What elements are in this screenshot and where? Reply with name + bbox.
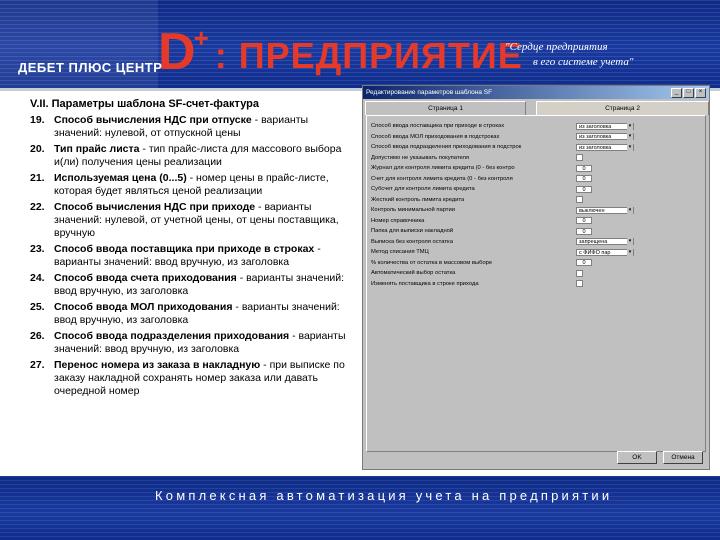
slide-header <box>0 0 720 88</box>
slogan-line-1: "Сердце предприятия <box>505 41 608 53</box>
item-description: - при выписке по заказу накладной сохранять номер заказа или давать очередной номер <box>54 359 345 397</box>
parameter-list <box>30 98 352 401</box>
setting-number-field[interactable]: 0 <box>576 228 592 235</box>
settings-panel <box>366 115 706 452</box>
tab-page-1[interactable]: Страница 1 <box>365 101 526 115</box>
setting-label: Жесткий контроль лимита кредита <box>371 196 465 203</box>
logo-text: : ПРЕДПРИЯТИЕ <box>214 35 523 76</box>
setting-number-field[interactable]: 0 <box>576 175 592 182</box>
item-number: 20. <box>30 143 45 155</box>
dialog-buttons <box>617 451 703 464</box>
item-number: 22. <box>30 201 45 213</box>
settings-row <box>371 227 701 235</box>
list-item <box>30 272 352 298</box>
slide-footer <box>0 476 720 540</box>
setting-label: Допустимо не указывать покупателя <box>371 154 470 161</box>
item-number: 23. <box>30 243 45 255</box>
maximize-button[interactable]: □ <box>683 88 694 98</box>
dialog-title: Редактирование параметров шаблона SF <box>366 89 493 96</box>
footer-texture <box>0 476 720 540</box>
item-text <box>54 243 352 269</box>
setting-checkbox[interactable] <box>576 270 583 277</box>
item-text <box>54 143 352 169</box>
settings-row <box>371 217 701 225</box>
item-param-name: Способ ввода подразделения приходования <box>54 330 290 342</box>
settings-row <box>371 154 701 162</box>
setting-dropdown[interactable]: выключен ▾ <box>576 207 634 214</box>
settings-row <box>371 185 701 193</box>
list-item <box>30 114 352 140</box>
item-param-name: Способ вычисления НДС при приходе <box>54 201 256 213</box>
settings-row <box>371 248 701 256</box>
items-list <box>30 114 352 398</box>
logo-mark: D <box>158 23 196 81</box>
setting-label: Счет для контроля лимита кредита (0 - без контроля <box>371 175 513 182</box>
item-description: - варианты значений: нулевой, от отпускной цены <box>54 114 309 139</box>
settings-row <box>371 269 701 277</box>
dialog-tabs <box>363 101 709 115</box>
close-button[interactable]: × <box>695 88 706 98</box>
settings-row <box>371 259 701 267</box>
setting-label: Субсчет для контроля лимита кредита <box>371 186 475 192</box>
setting-label: Способ ввода поставщика при приходе в строках <box>371 123 505 129</box>
item-description: - варианты значений: ввод вручную, из заголовка <box>54 272 345 297</box>
item-text <box>54 272 352 298</box>
setting-label: Номер справочника <box>371 217 425 224</box>
item-number: 24. <box>30 272 45 284</box>
setting-label: Журнал для контроля лимита кредита (0 - без контро <box>371 165 515 171</box>
item-param-name: Способ ввода счета приходования <box>54 272 237 284</box>
setting-label: Способ ввода подразделения приходования в подстрок <box>371 144 522 150</box>
item-param-name: Перенос номера из заказа в накладную <box>54 359 261 371</box>
slogan <box>505 40 633 70</box>
settings-row <box>371 164 701 172</box>
list-item <box>30 143 352 169</box>
item-text <box>54 201 352 240</box>
list-item <box>30 172 352 198</box>
setting-label: Способ ввода МОЛ приходования в подстроках <box>371 133 500 140</box>
setting-dropdown[interactable]: из заголовка ▾ <box>576 133 634 140</box>
list-item <box>30 359 352 398</box>
setting-number-field[interactable]: 0 <box>576 259 592 266</box>
item-param-name: Способ ввода поставщика при приходе в строках <box>54 243 315 255</box>
section-title: V.II. Параметры шаблона SF-счет-фактура <box>30 98 260 110</box>
tab-page-2[interactable]: Страница 2 <box>536 101 709 115</box>
item-param-name: Используемая цена (0...5) <box>54 172 187 184</box>
item-number: 27. <box>30 359 45 371</box>
ok-button[interactable]: OK <box>617 451 657 464</box>
item-description: - варианты значений: ввод вручную, из заголовка <box>54 301 340 326</box>
settings-row <box>371 238 701 246</box>
item-param-name: Тип прайс листа <box>54 143 140 155</box>
minimize-button[interactable]: _ <box>671 88 682 98</box>
setting-label: Выписка без контроля остатка <box>371 238 453 245</box>
settings-row <box>371 206 701 214</box>
setting-label: Контроль минимальной партии <box>371 207 455 213</box>
item-text <box>54 330 352 356</box>
settings-row <box>371 196 701 204</box>
item-number: 21. <box>30 172 45 184</box>
item-description: - варианты значений: ввод вручную, из заголовка <box>54 243 321 268</box>
setting-number-field[interactable]: 0 <box>576 165 592 172</box>
settings-row <box>371 280 701 288</box>
item-number: 25. <box>30 301 45 313</box>
item-text <box>54 172 352 198</box>
settings-row <box>371 143 701 151</box>
item-description: - варианты значений: ввод вручную, из заголовка <box>54 330 346 355</box>
item-param-name: Способ ввода МОЛ приходования <box>54 301 233 313</box>
setting-number-field[interactable]: 0 <box>576 186 592 193</box>
setting-checkbox[interactable] <box>576 280 583 287</box>
company-name: ДЕБЕТ ПЛЮС ЦЕНТР <box>18 60 163 75</box>
setting-checkbox[interactable] <box>576 196 583 203</box>
setting-label: Изменять поставщика в строке прихода <box>371 280 479 287</box>
item-description: - варианты значений: нулевой, от учетной цены, от цены поставщика, вручную <box>54 201 339 239</box>
setting-label: % количества от остатка в массовом выборе <box>371 259 493 266</box>
setting-dropdown[interactable]: из заголовка ▾ <box>576 144 634 151</box>
setting-checkbox[interactable] <box>576 154 583 161</box>
logo-plus: + <box>193 23 209 53</box>
settings-dialog <box>362 85 710 470</box>
item-text <box>54 301 352 327</box>
item-number: 19. <box>30 114 45 126</box>
item-text <box>54 359 352 398</box>
setting-label: Метод списания ТМЦ <box>371 249 429 255</box>
item-description: - номер цены в прайс-листе, которая будет являться ценой реализации <box>54 172 329 197</box>
list-item <box>30 243 352 269</box>
setting-label: Папка для выписки накладной <box>371 228 454 234</box>
item-text <box>54 114 352 140</box>
item-param-name: Способ вычисления НДС при отпуске <box>54 114 252 126</box>
list-item <box>30 330 352 356</box>
settings-row <box>371 122 701 130</box>
setting-number-field[interactable]: 0 <box>576 217 592 224</box>
product-logo <box>158 18 523 81</box>
setting-dropdown[interactable]: запрещена ▾ <box>576 238 634 245</box>
setting-dropdown[interactable]: с ФИФО пар ▾ <box>576 249 634 256</box>
list-item <box>30 201 352 240</box>
setting-dropdown[interactable]: из заголовка ▾ <box>576 123 634 130</box>
dialog-titlebar <box>363 86 709 99</box>
item-number: 26. <box>30 330 45 342</box>
settings-row <box>371 133 701 141</box>
list-item <box>30 301 352 327</box>
settings-row <box>371 175 701 183</box>
item-description: - тип прайс-листа для массового выбора и(ли) получения цены реализации <box>54 143 342 168</box>
window-controls <box>671 88 706 98</box>
cancel-button[interactable]: Отмена <box>663 451 703 464</box>
setting-label: Автоматический выбор остатка <box>371 270 456 276</box>
footer-tagline: Комплексная автоматизация учета на предприятии <box>155 488 613 503</box>
slogan-line-2: в его системе учета" <box>533 56 634 68</box>
